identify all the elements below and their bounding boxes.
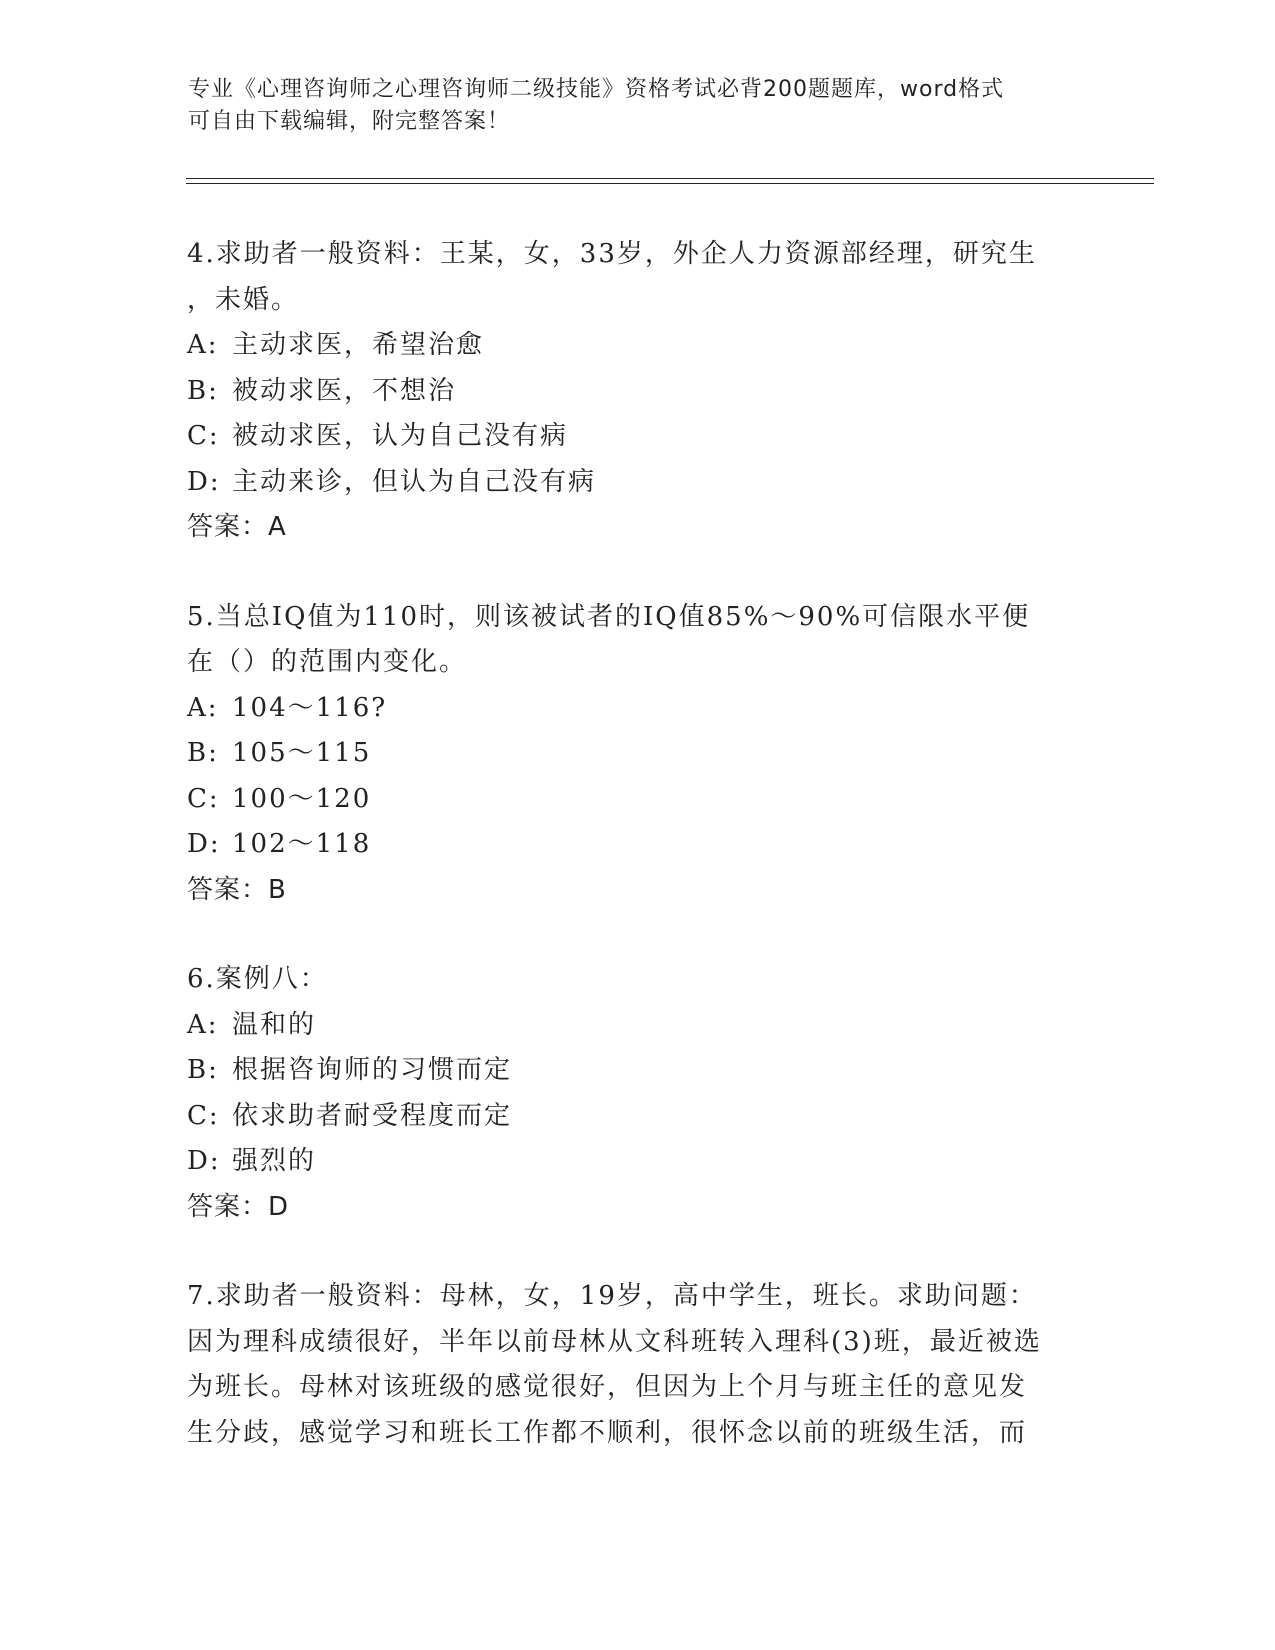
option-d — [187, 1139, 1077, 1185]
header-line-1: 专业《心理咨询师之心理咨询师二级技能》资格考试必背200题题库，word格式 — [188, 77, 1005, 102]
option-text: 102～118 — [232, 829, 372, 859]
option-letter: C: — [187, 421, 220, 451]
header-line-2: 可自由下载编辑，附完整答案！ — [188, 109, 511, 134]
header-divider-top — [186, 178, 1154, 179]
question-5 — [187, 595, 1077, 914]
option-text: 根据咨询师的习惯而定 — [232, 1055, 513, 1085]
question-stem-line: 在（）的范围内变化。 — [187, 647, 468, 677]
option-d — [187, 822, 1077, 868]
option-c — [187, 414, 1077, 460]
option-text: 100～120 — [232, 783, 372, 814]
answer-line: 答案：B — [187, 874, 287, 905]
option-letter: A: — [187, 330, 219, 360]
option-text: 被动求医，不想治 — [232, 375, 457, 406]
header-divider-bottom — [186, 183, 1154, 184]
question-stem-line: 为班长。母林对该班级的感觉很好，但因为上个月与班主任的意见发 — [187, 1372, 1028, 1402]
option-letter: D: — [187, 466, 221, 497]
option-letter: D: — [187, 829, 221, 859]
option-b — [187, 731, 1077, 777]
question-stem-line: 6.案例八： — [187, 964, 328, 994]
question-6 — [187, 957, 1077, 1230]
option-text: 主动来诊，但认为自己没有病 — [232, 466, 597, 497]
option-letter: A: — [187, 1009, 219, 1040]
option-letter: B: — [187, 738, 219, 768]
option-d — [187, 460, 1077, 506]
option-c — [187, 1094, 1077, 1140]
question-stem-line: 7.求助者一般资料：母林，女，19岁，高中学生，班长。求助问题： — [187, 1281, 1037, 1311]
question-stem-line: ，未婚。 — [187, 284, 300, 315]
option-text: 104～116? — [232, 692, 388, 723]
question-stem-line: 因为理科成绩很好，半年以前母林从文科班转入理科(3)班，最近被选 — [187, 1326, 1042, 1357]
option-b — [187, 1048, 1077, 1094]
question-7 — [187, 1274, 1077, 1456]
option-text: 主动求医，希望治愈 — [232, 330, 485, 360]
option-c — [187, 777, 1077, 823]
option-text: 被动求医，认为自己没有病 — [232, 421, 569, 451]
question-stem-line: 4.求助者一般资料：王某，女，33岁，外企人力资源部经理，研究生 — [187, 239, 1037, 269]
option-a — [187, 323, 1077, 369]
answer-line: 答案：D — [187, 1191, 290, 1222]
question-4 — [187, 232, 1077, 551]
option-a — [187, 1003, 1077, 1049]
option-text: 105～115 — [232, 738, 372, 768]
option-text: 温和的 — [232, 1009, 317, 1040]
option-letter: C: — [187, 1100, 220, 1131]
question-list — [187, 232, 1077, 1500]
option-a — [187, 686, 1077, 732]
question-stem-line: 5.当总IQ值为110时，则该被试者的IQ值85%～90%可信限水平便 — [187, 601, 1031, 632]
option-letter: C: — [187, 783, 220, 814]
document-header — [188, 74, 1068, 138]
option-b — [187, 369, 1077, 415]
option-text: 依求助者耐受程度而定 — [232, 1100, 513, 1131]
answer-line: 答案：A — [187, 512, 287, 542]
question-stem-line: 生分歧，感觉学习和班长工作都不顺利，很怀念以前的班级生活，而 — [187, 1417, 1028, 1448]
option-letter: B: — [187, 1055, 219, 1085]
option-letter: D: — [187, 1146, 221, 1176]
option-letter: B: — [187, 375, 219, 406]
option-text: 强烈的 — [232, 1146, 317, 1176]
option-letter: A: — [187, 692, 219, 723]
